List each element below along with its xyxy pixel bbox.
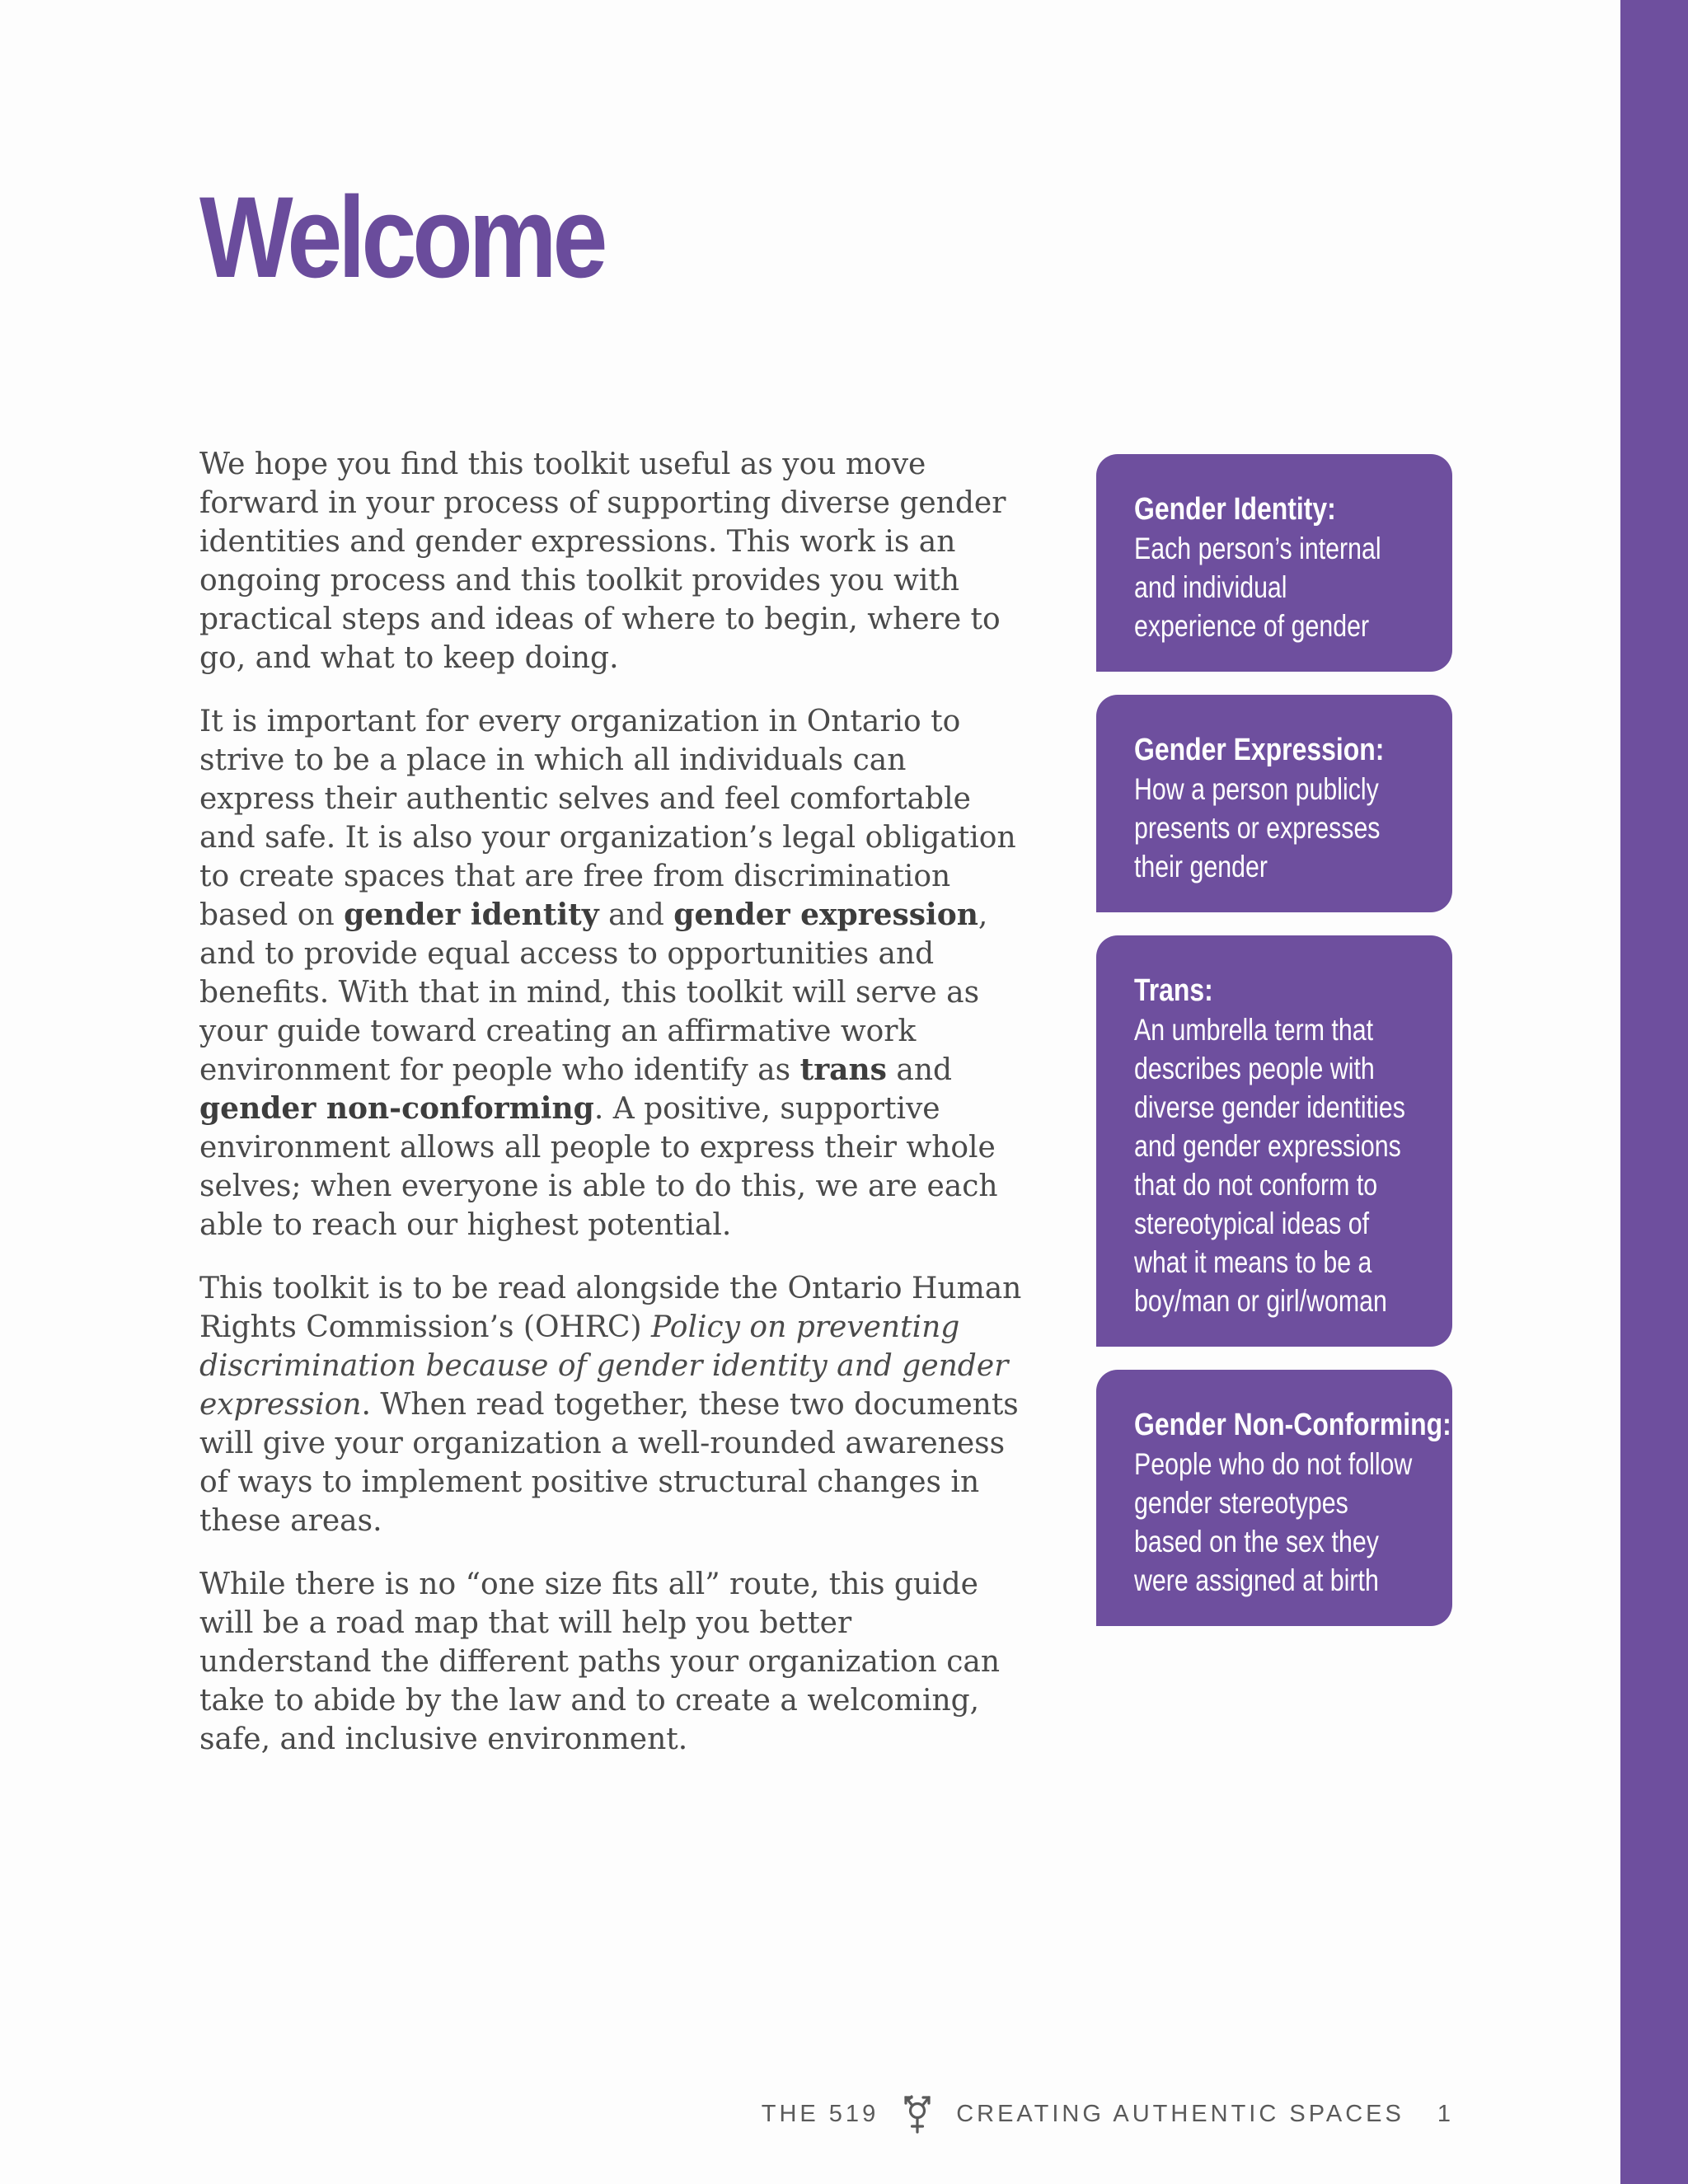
- definition-card: [1096, 695, 1452, 912]
- text-run: This toolkit is to be read alongside the Ontario Human Rights Commission’s (OHRC): [199, 1272, 1022, 1344]
- text-run: It is important for every organization in Ontario to strive to be a place in which all individuals can express their authentic selves and feel comfortable and safe. It is also your organization’s legal obligation to create spaces that are free from discrimination based on: [199, 705, 1016, 932]
- page-footer: [762, 2089, 1454, 2139]
- body-paragraph: [199, 1269, 1027, 1540]
- text-run: While there is no “one size fits all” route, this guide will be a road map that will help you better understand the different paths your organization can take to abide by the law and to create a welcoming, safe, and inclusive environment.: [199, 1568, 1000, 1756]
- side-accent-band: [1620, 0, 1688, 2184]
- body-paragraph: [199, 445, 1027, 677]
- text-run: We hope you find this toolkit useful as you move forward in your process of supporting diverse gender identities and gender expressions. This work is an ongoing process and this toolkit provides you with practical steps and ideas of where to begin, where to go, and what to keep doing.: [199, 448, 1006, 675]
- body-copy: [199, 445, 1027, 1783]
- footer-org-name: THE 519: [761, 2100, 879, 2127]
- page-number: 1: [1437, 2100, 1454, 2127]
- definition-card: [1096, 1370, 1452, 1626]
- definition-term: Gender Expression:: [1134, 733, 1385, 767]
- text-run: . When read together, these two documents will give your organization a well-rounded awareness of ways to implement positive structural changes in these areas.: [199, 1388, 1019, 1538]
- emphasis-term: trans: [799, 1052, 887, 1087]
- definition-term: Gender Identity:: [1134, 492, 1336, 527]
- transgender-symbol-icon: [903, 2094, 931, 2134]
- footer-publication-title: CREATING AUTHENTIC SPACES: [956, 2100, 1404, 2127]
- body-paragraph: [199, 702, 1027, 1244]
- page-title: Welcome: [199, 172, 604, 302]
- emphasis-term: gender identity: [344, 898, 599, 932]
- definition-term: Trans:: [1134, 973, 1213, 1008]
- emphasis-term: gender non-conforming: [199, 1091, 594, 1126]
- definition-card: [1096, 935, 1452, 1347]
- definition-card: [1096, 454, 1452, 672]
- text-run: and: [886, 1053, 953, 1087]
- definition-description: People who do not follow gender stereotypes based on the sex they were assigned at birth: [1134, 1447, 1413, 1597]
- emphasis-term: gender expression: [673, 898, 978, 932]
- definitions-sidebar: [1096, 454, 1452, 1649]
- definition-description: An umbrella term that describes people with diverse gender identities and gender expressions that do not conform to stereotypical ideas of what it means to be a boy/man or girl/woman: [1134, 1013, 1405, 1318]
- definition-term: Gender Non-Conforming:: [1134, 1408, 1451, 1442]
- text-run: . A positive, supportive environment allows all people to express their whole selves; when everyone is able to do this, we are each able to reach our highest potential.: [199, 1092, 998, 1242]
- definition-description: How a person publicly presents or expresses their gender: [1134, 772, 1381, 883]
- text-run: and: [598, 898, 674, 932]
- definition-description: Each person’s internal and individual experience of gender: [1134, 532, 1381, 643]
- body-paragraph: [199, 1565, 1027, 1759]
- policy-title: Policy on preventing discrimination because of gender identity and gender expression: [199, 1310, 1009, 1422]
- text-run: , and to provide equal access to opportunities and benefits. With that in mind, this toolkit will serve as your guide toward creating an affirmative work environment for people who identify as: [199, 898, 988, 1087]
